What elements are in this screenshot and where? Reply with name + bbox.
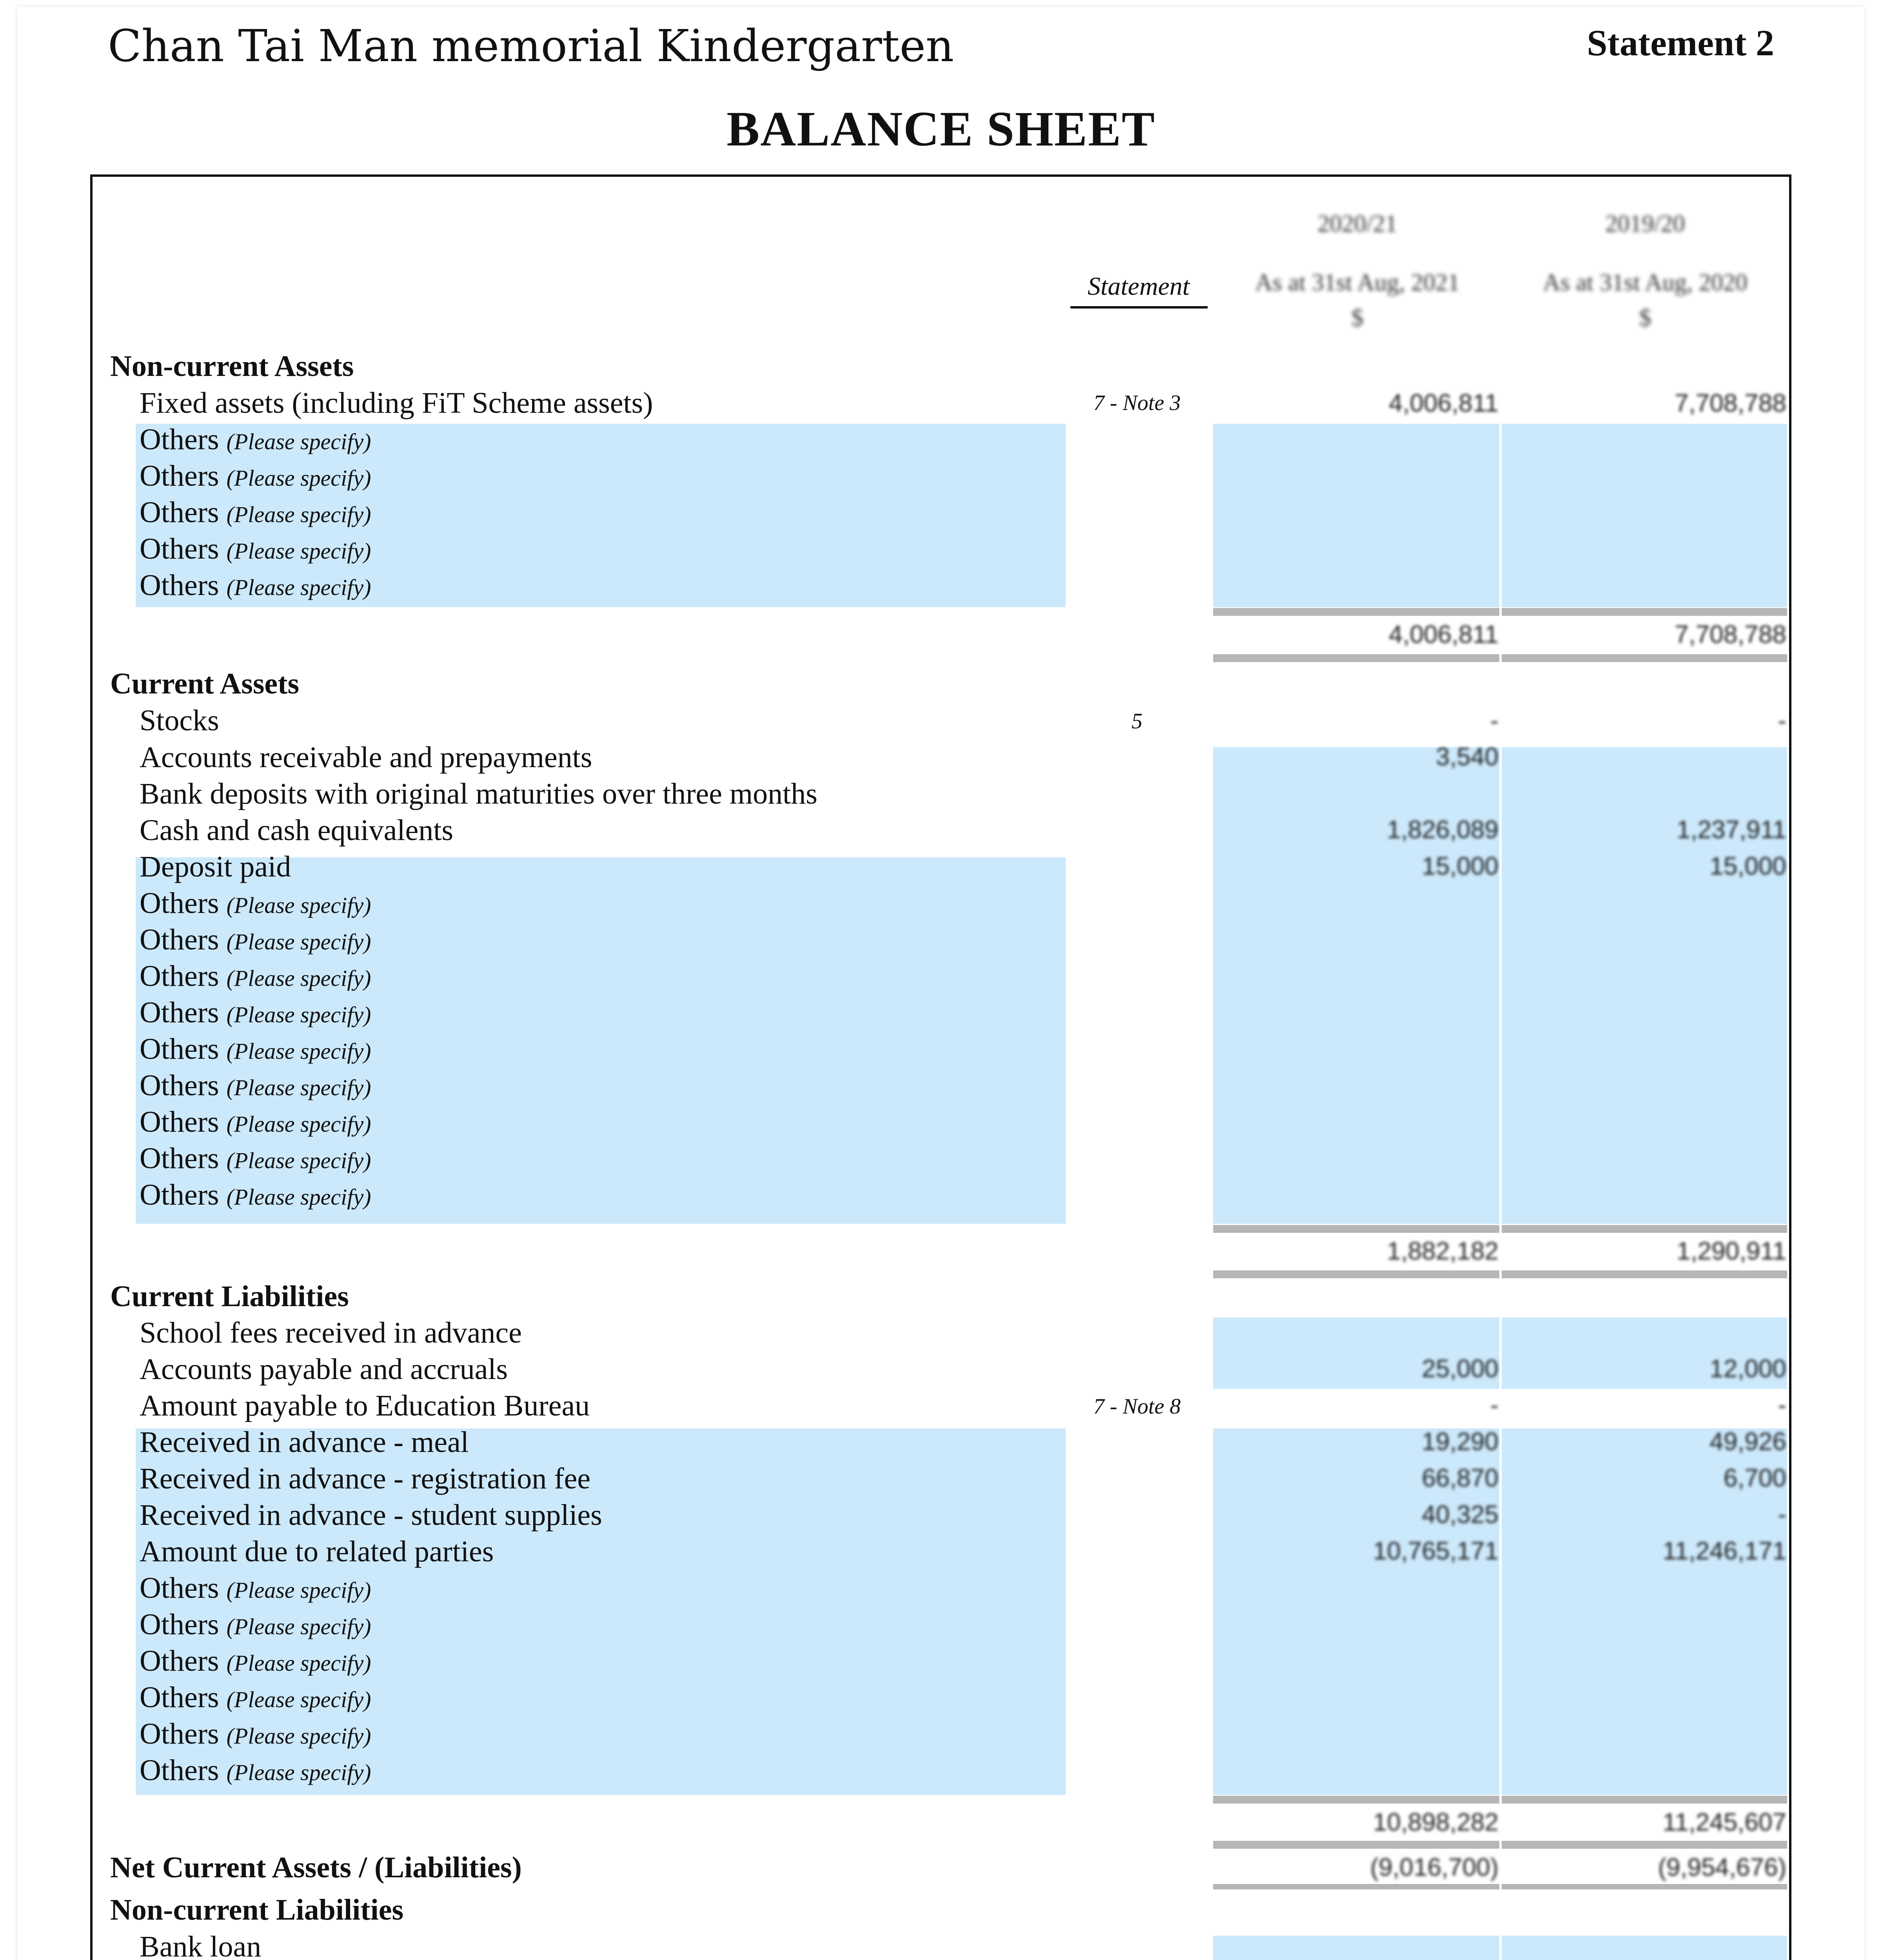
others-label: Others bbox=[140, 1178, 219, 1211]
stocks-col2: - bbox=[1778, 706, 1786, 735]
meal-col1[interactable]: 19,290 bbox=[1422, 1427, 1499, 1455]
cl-others-6[interactable] bbox=[140, 1753, 371, 1788]
ca-total-rule-top bbox=[1213, 1225, 1499, 1233]
others-label: Others bbox=[140, 1142, 219, 1175]
please-specify: (Please specify) bbox=[226, 1148, 371, 1173]
nca-others-4[interactable] bbox=[140, 532, 371, 566]
others-label: Others bbox=[140, 532, 219, 565]
cl-total-rule-bottom bbox=[1502, 1841, 1787, 1849]
please-specify: (Please specify) bbox=[226, 1577, 371, 1603]
ca-others-2[interactable] bbox=[140, 923, 371, 957]
please-specify: (Please specify) bbox=[226, 1650, 371, 1676]
nca-total-rule-top bbox=[1213, 608, 1499, 616]
fixed-assets-note: 7 - Note 3 bbox=[1093, 391, 1181, 415]
ca-total-col1: 1,882,182 bbox=[1387, 1237, 1499, 1265]
ca-heading: Current Assets bbox=[110, 667, 300, 700]
ca-others-7[interactable] bbox=[140, 1105, 371, 1139]
others-label: Others bbox=[140, 569, 219, 602]
others-label: Others bbox=[140, 1572, 219, 1604]
ca-others-5[interactable] bbox=[140, 1032, 371, 1066]
col1-year: 2020/21 bbox=[1317, 211, 1397, 237]
ca-others-3[interactable] bbox=[140, 959, 371, 993]
edb-label: Amount payable to Education Bureau bbox=[140, 1389, 590, 1422]
others-label: Others bbox=[140, 496, 219, 529]
meal-col2[interactable]: 49,926 bbox=[1709, 1427, 1786, 1455]
statement-column-header: Statement bbox=[1087, 272, 1190, 301]
stocks-label: Stocks bbox=[140, 704, 219, 737]
related-col2[interactable]: 11,246,171 bbox=[1662, 1537, 1786, 1565]
statement-header-underline bbox=[1070, 306, 1208, 309]
cl-others-3[interactable] bbox=[140, 1644, 371, 1678]
col2-as-at: As at 31st Aug, 2020 bbox=[1543, 269, 1748, 296]
supplies-col1[interactable]: 40,325 bbox=[1422, 1500, 1499, 1528]
please-specify: (Please specify) bbox=[226, 1002, 371, 1027]
stocks-col1: - bbox=[1490, 706, 1499, 735]
deposit-paid-col2[interactable]: 15,000 bbox=[1709, 852, 1786, 880]
others-label: Others bbox=[140, 1033, 219, 1065]
please-specify: (Please specify) bbox=[226, 1184, 371, 1210]
bank-loan-label: Bank loan bbox=[140, 1930, 262, 1960]
meal-label[interactable]: Received in advance - meal bbox=[140, 1426, 469, 1459]
others-label: Others bbox=[140, 1644, 219, 1677]
ncl-col1-input-area[interactable] bbox=[1213, 1936, 1499, 1960]
please-specify: (Please specify) bbox=[226, 502, 371, 527]
ca-others-9[interactable] bbox=[140, 1178, 371, 1212]
deposit-paid-label[interactable]: Deposit paid bbox=[140, 850, 291, 883]
nca-others-3[interactable] bbox=[140, 495, 371, 530]
please-specify: (Please specify) bbox=[226, 929, 371, 955]
please-specify: (Please specify) bbox=[226, 965, 371, 991]
others-label: Others bbox=[140, 1608, 219, 1641]
cl-total-col2: 11,245,607 bbox=[1662, 1808, 1786, 1836]
ca-others-8[interactable] bbox=[140, 1142, 371, 1176]
please-specify: (Please specify) bbox=[226, 1111, 371, 1137]
nca-total-rule-bottom bbox=[1213, 654, 1499, 662]
col2-year: 2019/20 bbox=[1605, 211, 1685, 237]
balance-sheet-frame bbox=[90, 174, 1791, 1960]
cash-col1[interactable]: 1,826,089 bbox=[1387, 815, 1499, 844]
col2-unit: $ bbox=[1639, 305, 1651, 331]
cl-total-rule-top bbox=[1502, 1796, 1787, 1804]
receivable-col1[interactable]: 3,540 bbox=[1435, 742, 1499, 771]
nca-heading: Non-current Assets bbox=[110, 350, 354, 383]
stocks-note: 5 bbox=[1132, 709, 1143, 733]
payable-col1[interactable]: 25,000 bbox=[1422, 1354, 1499, 1383]
others-label: Others bbox=[140, 1754, 219, 1787]
bank-deposits-label: Bank deposits with original maturities over three months bbox=[140, 777, 817, 810]
please-specify: (Please specify) bbox=[226, 893, 371, 918]
edb-col2: - bbox=[1778, 1391, 1786, 1419]
ca-others-4[interactable] bbox=[140, 996, 371, 1030]
nca-col2-input-area[interactable] bbox=[1502, 424, 1787, 607]
nca-col1-input-area[interactable] bbox=[1213, 424, 1499, 607]
nca-total-col1: 4,006,811 bbox=[1389, 620, 1499, 648]
nca-others-1[interactable] bbox=[140, 423, 371, 457]
cl-total-rule-bottom bbox=[1213, 1841, 1499, 1849]
deposit-paid-col1[interactable]: 15,000 bbox=[1422, 852, 1499, 880]
edb-col1: - bbox=[1490, 1391, 1499, 1419]
please-specify: (Please specify) bbox=[226, 1614, 371, 1639]
cash-label: Cash and cash equivalents bbox=[140, 814, 453, 847]
net-current-label: Net Current Assets / (Liabilities) bbox=[110, 1851, 522, 1884]
ca-others-6[interactable] bbox=[140, 1069, 371, 1103]
payable-label: Accounts payable and accruals bbox=[140, 1353, 508, 1386]
nca-total-col2: 7,708,788 bbox=[1675, 620, 1786, 648]
ca-total-col2: 1,290,911 bbox=[1677, 1237, 1786, 1265]
net-current-col1: (9,016,700) bbox=[1370, 1853, 1499, 1881]
others-label: Others bbox=[140, 1105, 219, 1138]
please-specify: (Please specify) bbox=[226, 1687, 371, 1712]
supplies-col2[interactable]: - bbox=[1778, 1500, 1786, 1528]
cl-others-4[interactable] bbox=[140, 1681, 371, 1715]
others-label: Others bbox=[140, 960, 219, 993]
nca-total-rule-bottom bbox=[1502, 654, 1787, 662]
others-label: Others bbox=[140, 459, 219, 492]
cash-col2[interactable]: 1,237,911 bbox=[1677, 815, 1786, 844]
others-label: Others bbox=[140, 923, 219, 956]
fixed-assets-col1: 4,006,811 bbox=[1389, 389, 1499, 417]
ca-total-rule-bottom bbox=[1213, 1270, 1499, 1278]
ca-total-rule-top bbox=[1502, 1225, 1787, 1233]
col1-unit: $ bbox=[1351, 305, 1364, 331]
registration-col1[interactable]: 66,870 bbox=[1422, 1464, 1499, 1492]
ncl-col2-input-area[interactable] bbox=[1502, 1936, 1787, 1960]
registration-col2[interactable]: 6,700 bbox=[1723, 1464, 1786, 1492]
col1-as-at: As at 31st Aug, 2021 bbox=[1255, 269, 1460, 296]
please-specify: (Please specify) bbox=[226, 538, 371, 564]
net-current-col2: (9,954,676) bbox=[1658, 1853, 1786, 1881]
net-current-rule bbox=[1213, 1884, 1499, 1889]
others-label: Others bbox=[140, 1681, 219, 1714]
nca-others-2[interactable] bbox=[140, 459, 371, 493]
payable-col2[interactable]: 12,000 bbox=[1709, 1354, 1786, 1383]
ca-others-1[interactable] bbox=[140, 886, 371, 920]
cl-fees-col2-input[interactable] bbox=[1502, 1318, 1787, 1357]
ca-total-rule-bottom bbox=[1502, 1270, 1787, 1278]
fixed-assets-label: Fixed assets (including FiT Scheme assets) bbox=[140, 387, 653, 419]
others-label: Others bbox=[140, 887, 219, 920]
statement-label: Statement 2 bbox=[1587, 23, 1774, 64]
please-specify: (Please specify) bbox=[226, 1723, 371, 1749]
receivable-label: Accounts receivable and prepayments bbox=[140, 741, 592, 774]
registration-label[interactable]: Received in advance - registration fee bbox=[140, 1462, 590, 1495]
cl-others-5[interactable] bbox=[140, 1717, 371, 1751]
fixed-assets-col2: 7,708,788 bbox=[1675, 389, 1786, 417]
please-specify: (Please specify) bbox=[226, 575, 371, 600]
please-specify: (Please specify) bbox=[226, 465, 371, 491]
school-name: Chan Tai Man memorial Kindergarten bbox=[108, 21, 954, 72]
cl-others-1[interactable] bbox=[140, 1571, 371, 1605]
others-label: Others bbox=[140, 1069, 219, 1102]
cl-total-rule-top bbox=[1213, 1796, 1499, 1804]
related-col1[interactable]: 10,765,171 bbox=[1373, 1537, 1499, 1565]
others-label: Others bbox=[140, 423, 219, 456]
please-specify: (Please specify) bbox=[226, 1038, 371, 1064]
supplies-label[interactable]: Received in advance - student supplies bbox=[140, 1499, 602, 1532]
others-label: Others bbox=[140, 1717, 219, 1750]
net-current-rule bbox=[1502, 1884, 1787, 1889]
related-label[interactable]: Amount due to related parties bbox=[140, 1535, 494, 1568]
please-specify: (Please specify) bbox=[226, 1075, 371, 1100]
nca-others-5[interactable] bbox=[140, 568, 371, 603]
edb-note: 7 - Note 8 bbox=[1093, 1394, 1181, 1419]
cl-heading: Current Liabilities bbox=[110, 1280, 349, 1313]
please-specify: (Please specify) bbox=[226, 429, 371, 454]
page-title: BALANCE SHEET bbox=[727, 102, 1155, 156]
nca-total-rule-top bbox=[1502, 608, 1787, 616]
ncl-heading: Non-current Liabilities bbox=[110, 1893, 404, 1926]
school-fees-label: School fees received in advance bbox=[140, 1316, 522, 1349]
cl-others-2[interactable] bbox=[140, 1608, 371, 1642]
cl-fees-col1-input[interactable] bbox=[1213, 1318, 1499, 1357]
please-specify: (Please specify) bbox=[226, 1760, 371, 1785]
cl-total-col1: 10,898,282 bbox=[1373, 1808, 1499, 1836]
others-label: Others bbox=[140, 996, 219, 1029]
